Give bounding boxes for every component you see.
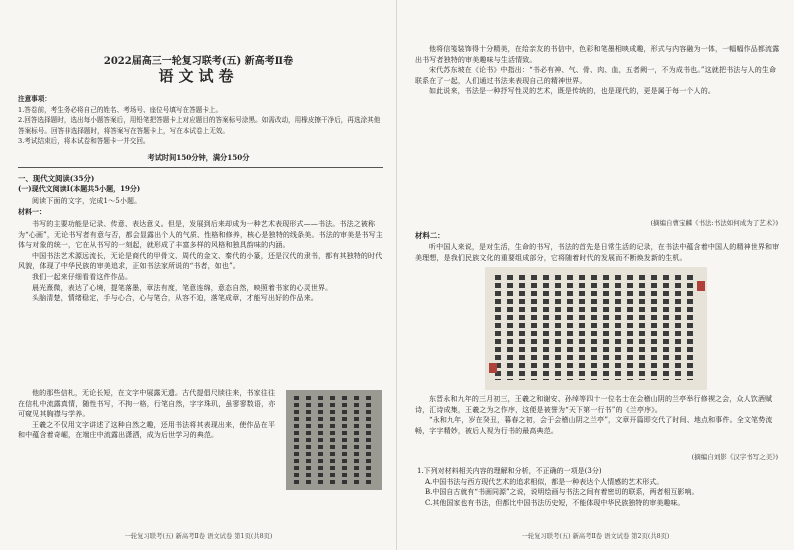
reading-text-5 bbox=[415, 394, 781, 436]
exam-time: 考试时间150分钟，满分150分 bbox=[147, 153, 250, 162]
source-citation: (摘编自刘影《汉字书写之美》) bbox=[691, 453, 778, 461]
reading-instruction: 阅读下面的文字，完成1～5小题。 bbox=[32, 197, 142, 205]
notice-item: 2.回答选择题时，选出每小题答案后，用铅笔把答题卡上对应题目的答案标号涂黑。如需改动，用橡皮擦干净后，再选涂其他答案标号。回答非选择题时，将答案写在答题卡上，写在本试卷上无效。 bbox=[18, 116, 381, 135]
paragraph: 王羲之不仅用文字讲述了这种自然之趣，还用书法将其表现出来，使作品在平和中蕴含着奇崛，在端庄中流露出潇洒，成为后世学习的典范。 bbox=[18, 420, 276, 440]
question-1 bbox=[417, 466, 777, 508]
paragraph: 东晋永和九年的三月初三，王羲之和谢安、孙绰等四十一位名士在会稽山阴的兰亭举行修禊之会，众人饮酒赋诗，汇诗成集，王羲之为之作序，这便是被誉为“天下第一行书”的《兰亭序》。 bbox=[415, 395, 773, 414]
exam-title: 语文试卷 bbox=[158, 67, 239, 85]
notice-item: 1.答卷前，考生务必将自己的姓名、考场号、座位号填写在答题卡上。 bbox=[18, 105, 223, 114]
reading-text-1 bbox=[18, 219, 384, 304]
paragraph: 他将信笺装饰得十分精美，在给亲友的书信中，色彩和笔墨相映成趣，形式与内容融为一体，一幅幅作品都流露出书写者独特的审美趣味与生活情致。 bbox=[415, 45, 780, 64]
paragraph: “永和九年，岁在癸丑，暮春之初，会于会稽山阴之兰亭”，文章开篇即交代了时间、地点和事件。全文笔势流畅，字字精妙，被后人视为行书的最高典范。 bbox=[415, 416, 773, 435]
calligraphy-image bbox=[485, 267, 707, 390]
material-label: 材料一： bbox=[18, 207, 46, 216]
reading-text-3 bbox=[415, 44, 781, 97]
notice-item: 3.考试结束后，将本试卷和答题卡一并交回。 bbox=[18, 137, 150, 146]
question-option-a: A.中国书法与西方现代艺术的追求相似，都是一种表达个人情感的艺术形式。 bbox=[425, 477, 664, 486]
paragraph: 中国书法艺术源远流长，无论是商代的甲骨文、周代的金文、秦代的小篆，还是汉代的隶书，都有其独特的时代风貌，体现了中华民族的审美追求，正如书法家所说的“书者，如也”。 bbox=[18, 251, 383, 271]
exam-subtitle: 2022届高三一轮复习联考(五) 新高考Ⅱ卷 bbox=[103, 56, 294, 67]
paragraph: 晨光熹微，表达了心境，提笔落墨，章法有度，笔意连绵，意态自然，映照着书家的心灵世界。 bbox=[32, 283, 333, 292]
question-option-c: C.其他国家也有书法，但都比中国书法历史短，不能体现中华民族独特的审美趣味。 bbox=[425, 498, 685, 507]
notice-heading: 注意事项： bbox=[18, 95, 51, 103]
question-option-b: B.中国自古就有“书画同源”之说，说明绘画与书法之间有着密切的联系，两者相互影响。 bbox=[425, 488, 699, 497]
source-citation: (摘编自曹宝麟《书法:书法如何成为了艺术》) bbox=[650, 219, 778, 227]
question-stem: 1.下列对材料相关内容的理解和分析，不正确的一项是(3分) bbox=[417, 467, 602, 475]
paragraph: 他的那些信札，无论长短，在文字中展露无遗。古代提倡尺牍往来，书家往往在信札中流露真情，随性书写，不拘一格，行笔自然，字字珠玑，虽寥寥数语，亦可窥见其胸襟与学养。 bbox=[18, 389, 276, 419]
reading-text-2 bbox=[18, 388, 280, 441]
exam-page-right bbox=[397, 0, 794, 550]
paragraph: 我们一起来仔细看看这件作品。 bbox=[32, 272, 133, 281]
section-heading: 一、现代文阅读(35分) bbox=[18, 174, 95, 183]
reading-text-4 bbox=[415, 242, 781, 263]
paragraph: 头脑清楚，情绪稳定，手与心合，心与笔合，从容不迫，落笔成章，才能写出好的作品来。 bbox=[32, 294, 318, 303]
divider bbox=[18, 167, 383, 168]
paragraph: 书写的主要功能是记录、传意、表达意义。但是，发展到后来却成为一种艺术表现形式——书法。书法之被称为“心画”，无论书写者有意与否，都会显露出个人的气质、性格和修养，核心是独特的线条美。书法的审美是书写主体与对象的统一，它在从书写的一刻起，就形成了丰富多样的风格和独具韵味的内涵。 bbox=[18, 220, 383, 250]
notice-box bbox=[18, 94, 383, 147]
calligraphy-image bbox=[286, 390, 382, 490]
page-footer: 一轮复习联考(五) 新高考Ⅱ卷 语文试卷 第2页(共8页) bbox=[521, 533, 670, 540]
paragraph: 如此说来，书法是一种抒写性灵的艺术，既是传统的，也是现代的，更是属于每一个人的。 bbox=[429, 87, 715, 96]
paragraph: 宋代苏东坡在《论书》中指出：“书必有神、气、骨、肉、血，五者阙一，不为成书也。”这就把书法与人的生命联系在了一起，人们通过书法来表现自己的精神世界。 bbox=[415, 66, 777, 85]
material-label: 材料二： bbox=[415, 231, 445, 240]
page-footer: 一轮复习联考(五) 新高考Ⅱ卷 语文试卷 第1页(共8页) bbox=[124, 533, 273, 540]
subsection-heading: (一)现代文阅读Ⅰ(本题共5小题，19分) bbox=[18, 184, 141, 193]
paragraph: 听中国人来说，是对生活，生命的书写，书法的首先是日常生活的记录，在书法中蕴含着中国人的精神世界和审美理想，是我们民族文化的重要组成部分，它将随着时代的发展而不断焕发新的生机。 bbox=[415, 243, 780, 262]
